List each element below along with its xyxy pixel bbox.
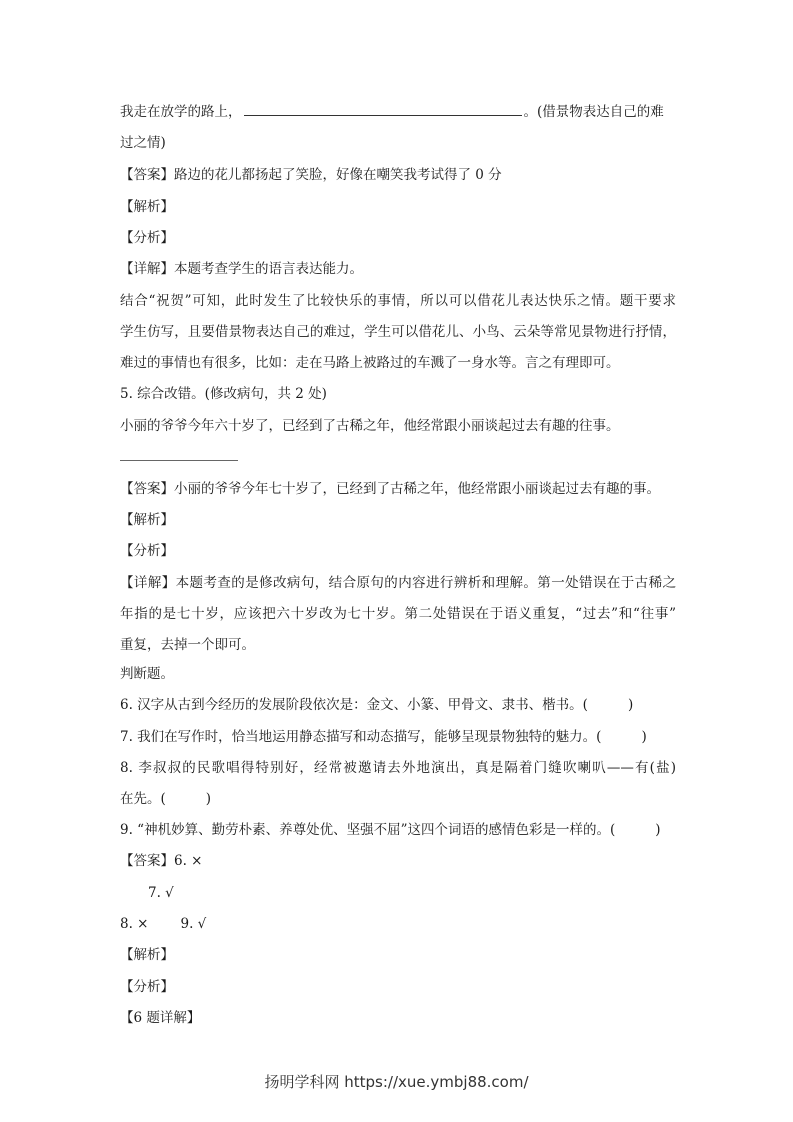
explanation-line: 学生仿写，且要借景物表达自己的难过，学生可以借花儿、小鸟、云朵等常见景物进行抒情， xyxy=(120,324,676,340)
fenxi-label: 【分析】 xyxy=(120,979,174,995)
explanation-line: 重复，去掉一个即可。 xyxy=(120,637,255,653)
answer-5: 【答案】小丽的爷爷今年七十岁了，已经到了古稀之年，他经常跟小丽谈起过去有趣的事。 xyxy=(120,481,660,497)
question-6-text: 6. 汉字从古到今经历的发展阶段依次是：金文、小篆、甲骨文、隶书、楷书。( xyxy=(120,697,588,713)
question-7 xyxy=(120,728,676,746)
question-4-instruction: 。(借景物表达自己的难 xyxy=(523,104,664,120)
question-9-text: 9. “神机妙算、勤劳朴素、养尊处优、坚强不屈”这四个词语的感情色彩是一样的。( xyxy=(120,822,616,838)
answer-rule xyxy=(120,460,238,461)
footer-watermark: 扬明学科网 https://xue.ymbj88.com/ xyxy=(264,1073,529,1091)
explanation-line: 结合“祝贺”可知，此时发生了比较快乐的事情，所以可以借花儿表达快乐之情。题干要求 xyxy=(120,293,676,309)
explanation-line: 难过的事情也有很多，比如：走在马路上被路过的车溅了一身水等。言之有理即可。 xyxy=(120,355,620,371)
paren-close: ) xyxy=(655,822,661,838)
answer-7: 7. √ xyxy=(148,885,174,901)
section-title-judgement: 判断题。 xyxy=(120,666,174,682)
answer-9: 9. √ xyxy=(180,916,207,932)
question-8-text: 在先。( xyxy=(120,791,166,807)
answer-4: 【答案】路边的花儿都扬起了笑脸，好像在嘲笑我考试得了 0 分 xyxy=(120,167,502,183)
answer-8: 8. × xyxy=(120,916,149,932)
question-8-cont xyxy=(120,790,676,808)
question-4-line xyxy=(120,103,676,121)
answer-6: 【答案】6. × xyxy=(120,853,203,869)
paren-close: ) xyxy=(641,729,647,745)
fenxi-label: 【分析】 xyxy=(120,543,174,559)
question-5-sentence: 小丽的爷爷今年六十岁了，已经到了古稀之年，他经常跟小丽谈起过去有趣的往事。 xyxy=(120,418,620,434)
fenxi-label: 【分析】 xyxy=(120,230,174,246)
question-4-instruction-cont: 过之情) xyxy=(120,135,166,151)
question-9 xyxy=(120,821,676,839)
question-4-prompt: 我走在放学的路上， xyxy=(120,104,242,120)
question-7-text: 7. 我们在写作时，恰当地运用静态描写和动态描写，能够呈现景物独特的魅力。( xyxy=(120,729,602,745)
explanation-line: 年指的是七十岁，应该把六十岁改为七十岁。第二处错误在于语义重复，“过去”和“往事” xyxy=(120,606,676,622)
analysis-label: 【解析】 xyxy=(120,199,174,215)
detail-6-label: 【6 题详解】 xyxy=(120,1010,201,1026)
paren-close: ) xyxy=(205,791,212,807)
paren-close: ) xyxy=(627,697,634,713)
analysis-label: 【解析】 xyxy=(120,512,174,528)
detail-4: 【详解】本题考查学生的语言表达能力。 xyxy=(120,261,363,277)
answer-blank xyxy=(244,103,522,116)
answer-8-9 xyxy=(120,915,676,933)
detail-5: 【详解】本题考查的是修改病句，结合原句的内容进行辨析和理解。第一处错误在于古稀之 xyxy=(120,575,676,591)
question-6 xyxy=(120,696,676,714)
question-8: 8. 李叔叔的民歌唱得特别好，经常被邀请去外地演出，真是隔着门缝吹喇叭——有(盐) xyxy=(120,760,676,776)
question-5-title: 5. 综合改错。(修改病句，共 2 处) xyxy=(120,386,327,402)
analysis-label: 【解析】 xyxy=(120,947,174,963)
